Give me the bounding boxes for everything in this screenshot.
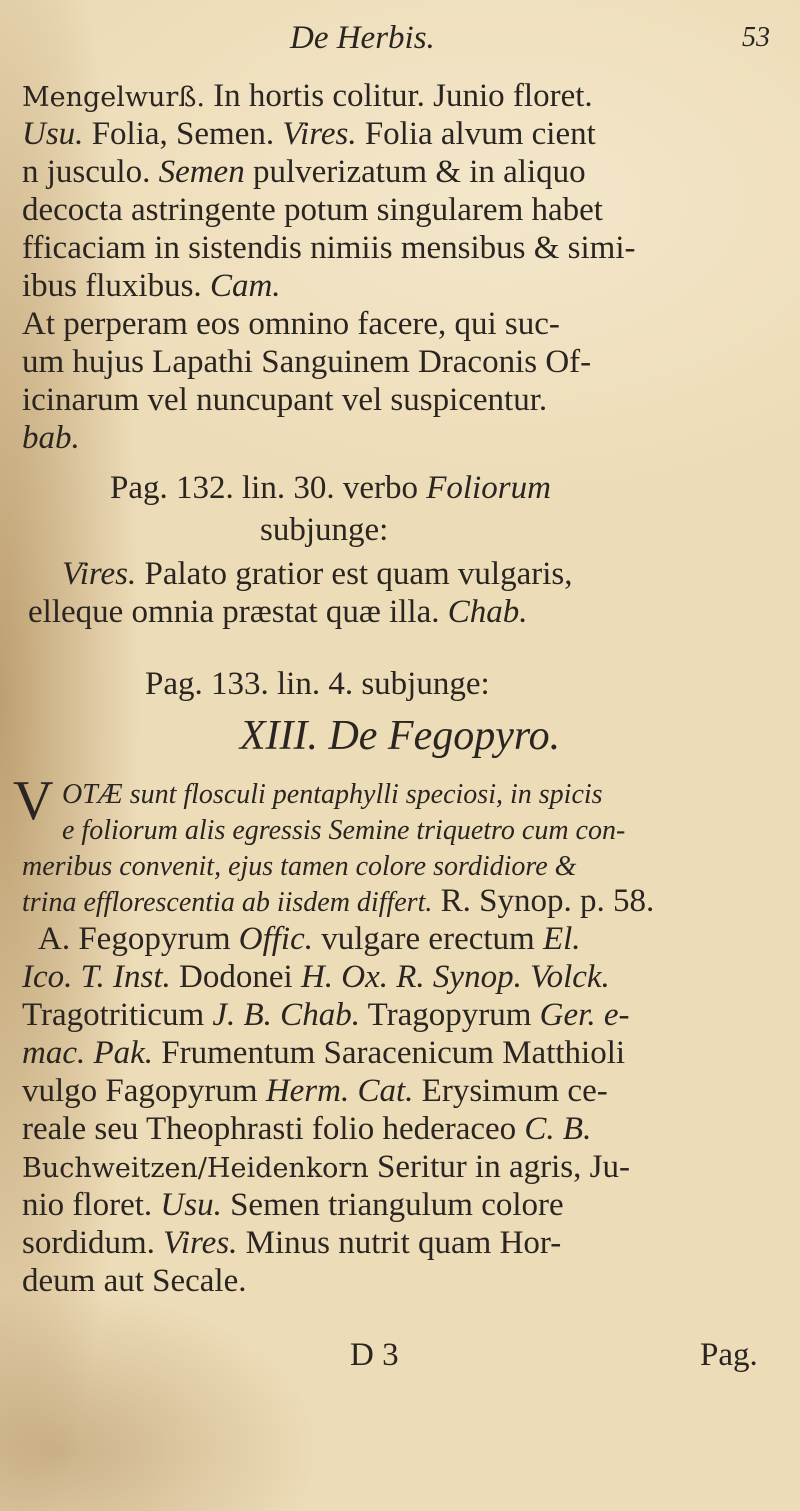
text-run: Dodonei xyxy=(170,959,301,995)
text-run: Chab. xyxy=(447,594,528,630)
text-run: vulgo Fagopyrum xyxy=(22,1073,266,1109)
text-line xyxy=(22,192,603,228)
text-run: At perperam eos omnino facere, qui suc- xyxy=(22,306,560,342)
text-run: Folia, Semen. xyxy=(83,116,283,152)
text-line xyxy=(22,78,593,116)
text-line xyxy=(22,116,596,152)
text-run: R. Synop. p. 58. xyxy=(432,883,655,919)
text-run: J. B. Chab. xyxy=(212,997,360,1033)
text-line xyxy=(22,997,629,1033)
text-line xyxy=(22,306,560,342)
text-run: Tragopyrum xyxy=(359,997,540,1033)
text-run: Pag. 132. lin. 30. verbo xyxy=(110,470,427,506)
text-run: nio floret. xyxy=(22,1187,161,1223)
text-line xyxy=(22,382,547,418)
text-run: Herm. Cat. xyxy=(265,1073,414,1109)
text-run: e foliorum alis egressis Semine triquetro cum con- xyxy=(62,815,626,846)
drop-capital: V xyxy=(13,770,54,832)
text-run: El. xyxy=(542,921,581,957)
text-run: Vires. xyxy=(282,116,357,152)
text-line xyxy=(22,1149,630,1187)
text-run: pulverizatum & in aliquo xyxy=(244,154,586,190)
text-run: Vires. xyxy=(163,1225,238,1261)
signature-mark: D 3 xyxy=(350,1337,399,1373)
text-run: Semen xyxy=(158,154,245,190)
text-line xyxy=(22,959,610,995)
text-run: mac. Pak. xyxy=(22,1035,154,1071)
text-line xyxy=(260,512,388,548)
text-line xyxy=(22,344,591,380)
text-run: sordidum. xyxy=(22,1225,164,1261)
text-run: Pag. 133. lin. 4. subjunge: xyxy=(145,666,490,702)
text-run: bab. xyxy=(22,420,80,456)
text-run: Ico. T. Inst. xyxy=(22,959,171,995)
text-run: ibus fluxibus. xyxy=(22,268,210,304)
text-run: Usu. xyxy=(160,1187,222,1223)
text-line xyxy=(22,883,654,921)
text-run: C. B. xyxy=(524,1111,592,1147)
text-run: Mengelwurß. xyxy=(22,82,205,113)
text-run: reale seu Theophrasti folio hederaceo xyxy=(22,1111,525,1147)
text-line xyxy=(22,1263,247,1299)
text-run: In hortis colitur. Junio floret. xyxy=(204,78,593,114)
text-run: Palato gratior est quam vulgaris, xyxy=(136,556,573,592)
text-run: H. Ox. R. Synop. Volck. xyxy=(300,959,610,995)
text-line xyxy=(28,594,528,630)
text-run: Erysimum ce- xyxy=(413,1073,608,1109)
text-run: Tragotriticum xyxy=(22,997,213,1033)
text-run: elleque omnia præstat quæ illa. xyxy=(28,594,448,630)
text-line xyxy=(62,556,572,592)
text-run: Frumentum Saracenicum Matthioli xyxy=(153,1035,626,1071)
text-line xyxy=(22,1187,564,1223)
text-run: Ger. e- xyxy=(539,997,630,1033)
section-title: XIII. De Fegopyro. xyxy=(239,713,561,759)
text-run: A. Fegopyrum xyxy=(38,921,239,957)
text-line xyxy=(38,921,581,957)
text-run: Foliorum xyxy=(426,470,551,506)
text-run: Semen triangulum colore xyxy=(221,1187,564,1223)
text-line xyxy=(22,268,281,304)
text-line xyxy=(110,470,551,506)
text-run: subjunge: xyxy=(260,512,389,548)
text-run: n jusculo. xyxy=(22,154,159,190)
text-run: decocta astringente potum singularem habet xyxy=(22,192,603,228)
text-line xyxy=(22,847,576,885)
text-run: meribus convenit, ejus tamen colore sordidiore & xyxy=(22,851,577,882)
text-line xyxy=(22,1225,561,1261)
text-line xyxy=(22,1035,625,1071)
text-line xyxy=(145,666,490,702)
text-run: vulgare erectum xyxy=(312,921,543,957)
text-run: Offic. xyxy=(238,921,313,957)
text-line xyxy=(22,1111,591,1147)
text-run: Usu. xyxy=(22,116,84,152)
text-run: deum aut Secale. xyxy=(22,1263,247,1299)
text-run: Vires. xyxy=(62,556,137,592)
text-line xyxy=(22,230,636,266)
text-run: Cam. xyxy=(209,268,281,304)
catchword: Pag. xyxy=(700,1337,758,1373)
text-line xyxy=(22,1073,608,1109)
running-head: De Herbis. xyxy=(290,20,435,56)
text-line xyxy=(62,811,625,849)
text-run: trina efflorescentia ab iisdem differt. xyxy=(22,887,433,918)
text-run: Buchweitzen/Heidenkorn xyxy=(22,1153,369,1184)
text-run: icinarum vel nuncupant vel suspicentur. xyxy=(22,382,548,418)
text-line xyxy=(22,420,80,456)
text-run: Minus nutrit quam Hor- xyxy=(237,1225,562,1261)
text-run: OTÆ sunt flosculi pentaphylli speciosi, in spicis xyxy=(62,779,603,810)
text-line xyxy=(62,775,603,813)
text-run: fficaciam in sistendis nimiis mensibus & simi- xyxy=(22,230,636,266)
text-run: um hujus Lapathi Sanguinem Draconis Of- xyxy=(22,344,592,380)
text-run: Seritur in agris, Ju- xyxy=(368,1149,630,1185)
page-number: 53 xyxy=(742,22,770,53)
text-run: Folia alvum cient xyxy=(356,116,596,152)
text-line xyxy=(22,154,586,190)
